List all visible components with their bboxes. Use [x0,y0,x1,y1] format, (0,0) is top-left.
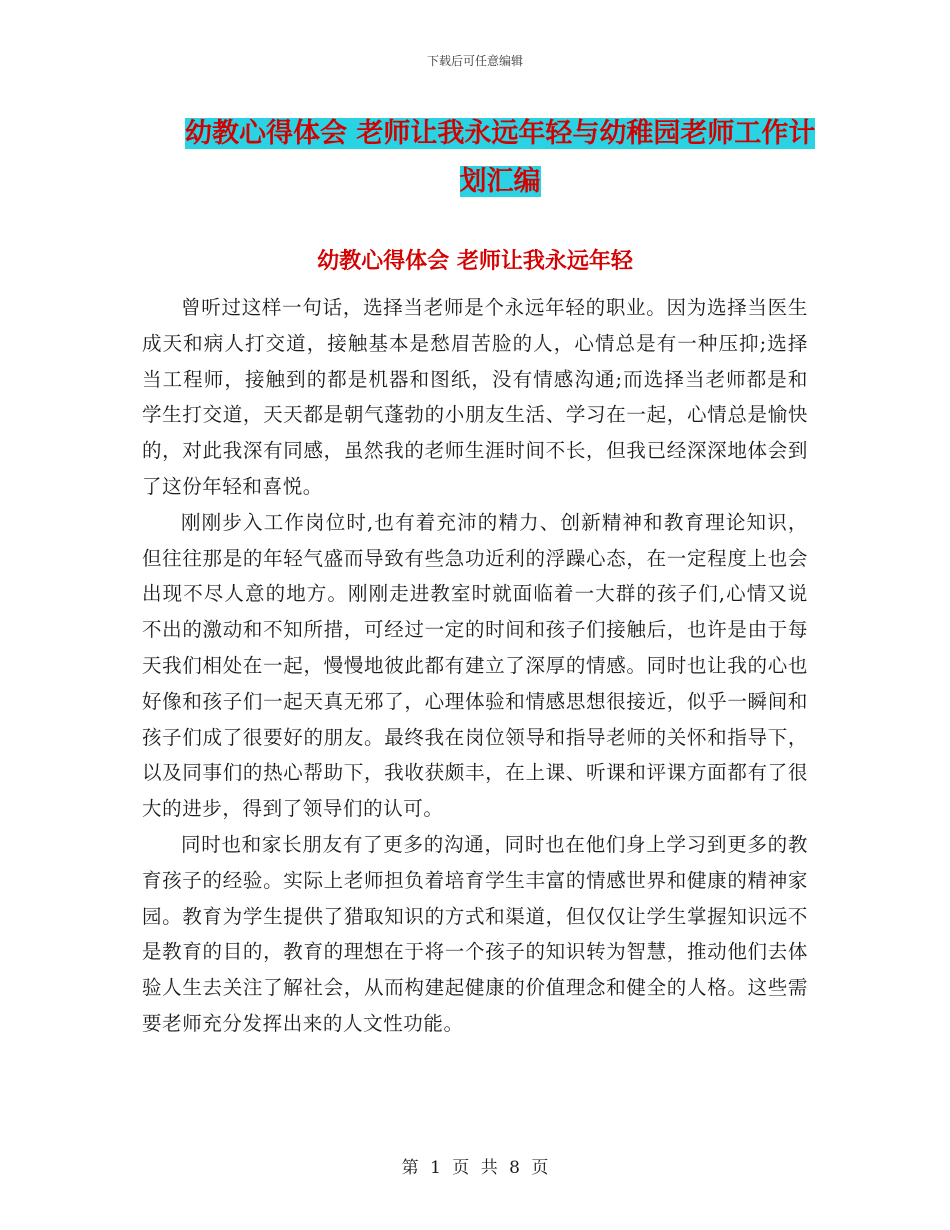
article-body [142,290,808,1042]
title-highlight-2: 划汇编 [459,166,541,197]
page-number: 第 1 页 共 8 页 [401,1158,549,1178]
paragraph: 刚刚步入工作岗位时,也有着充沛的精力、创新精神和教育理论知识，但往往那是的年轻气盛而导致有些急功近利的浮躁心态，在一定程度上也会出现不尽人意的地方。刚刚走进教室时就面临着一大群的孩子们,心情又说不出的激动和不知所措，可经过一定的时间和孩子们接触后，也许是由于每天我们相处在一起，慢慢地彼此都有建立了深厚的情感。同时也让我的心也好像和孩子们一起天真无邪了，心理体验和情感思想很接近，似乎一瞬间和孩子们成了很要好的朋友。最终我在岗位领导和指导老师的关怀和指导下，以及同事们的热心帮助下，我收获颇丰，在上课、听课和评课方面都有了很大的进步，得到了领导们的认可。 [142,510,808,821]
paragraph: 同时也和家长朋友有了更多的沟通，同时也在他们身上学习到更多的教育孩子的经验。实际上老师担负着培育学生丰富的情感世界和健康的精神家园。教育为学生提供了猎取知识的方式和渠道，但仅仅让学生掌握知识远不是教育的目的，教育的理想在于将一个孩子的知识转为智慧，推动他们去体验人生去关注了解社会，从而构建起健康的价值理念和健全的人格。这些需要老师充分发挥出来的人文性功能。 [142,832,808,1035]
document-title-line-2 [185,158,815,206]
header-note: 下载后可任意编辑 [426,54,523,68]
document-title [185,110,815,206]
paragraph: 曾听过这样一句话，选择当老师是个永远年轻的职业。因为选择当医生成天和病人打交道，接触基本是愁眉苦脸的人，心情总是有一种压抑;选择当工程师，接触到的都是机器和图纸，没有情感沟通;而选择当老师都是和学生打交道，天天都是朝气蓬勃的小朋友生活、学习在一起，心情总是愉快的，对此我深有同感，虽然我的老师生涯时间不长，但我已经深深地体会到了这份年轻和喜悦。 [142,296,808,498]
title-highlight-1: 幼教心得体会 老师让我永远年轻与幼稚园老师工作计 [185,118,816,149]
document-title-line-1 [185,110,815,158]
section-heading: 幼教心得体会 老师让我永远年轻 [317,249,633,274]
